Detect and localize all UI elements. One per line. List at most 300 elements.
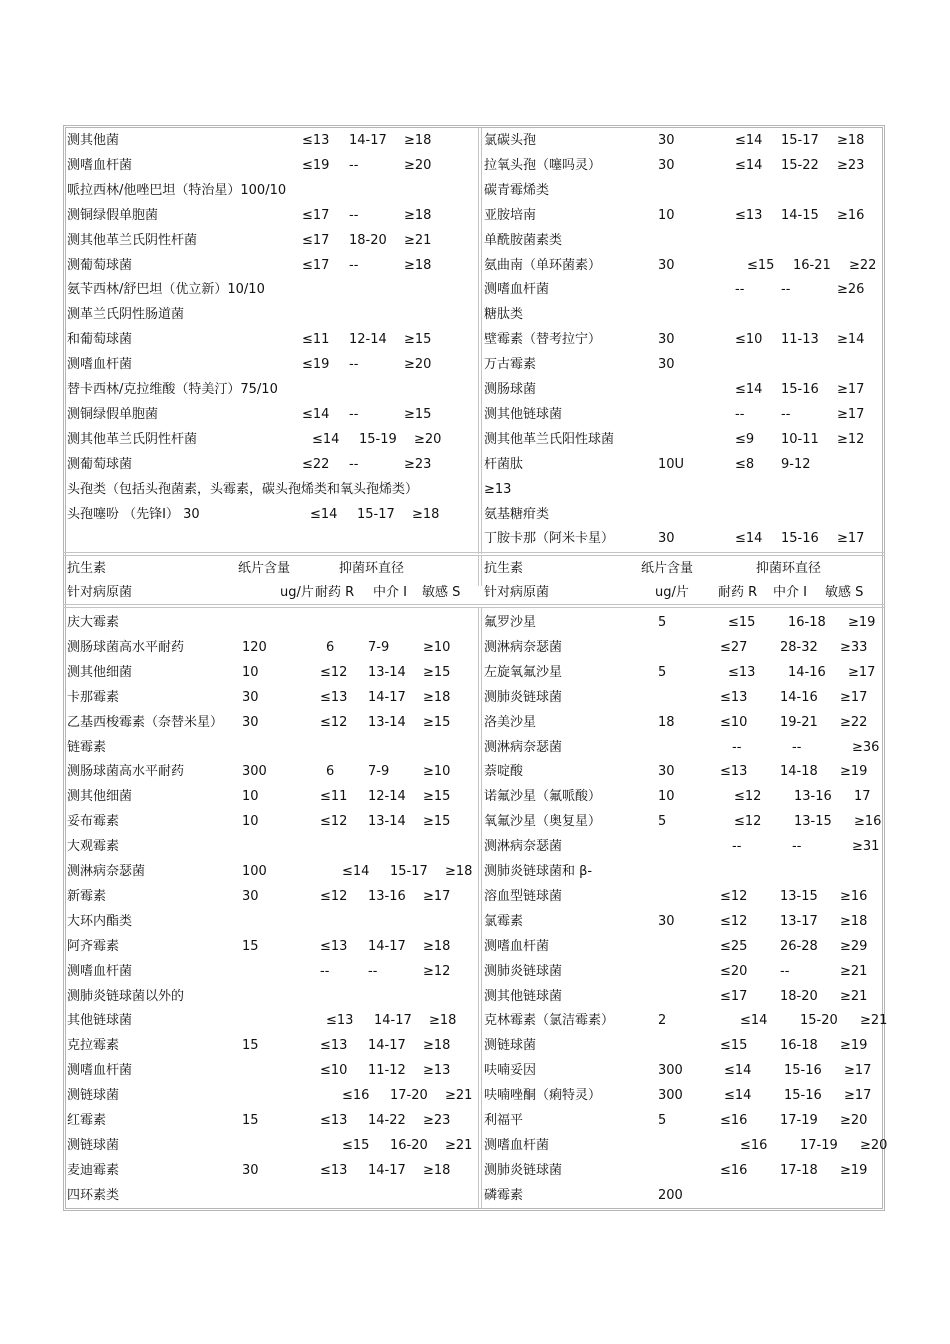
zone-value: ≤25 [720, 938, 748, 954]
disk-content: 10 [658, 789, 675, 805]
zone-value: 15-17 [781, 133, 819, 148]
zone-value: -- [349, 456, 359, 472]
zone-value: ≥31 [852, 839, 880, 855]
header-pathogen: 针对病原菌 [67, 585, 133, 600]
zone-value: -- [368, 963, 378, 979]
drug-name: 测肠球菌高水平耐药 [67, 764, 185, 780]
zone-value: ≥18 [837, 133, 865, 148]
zone-value: ≥13 [423, 1063, 451, 1079]
zone-value: 10-11 [781, 431, 819, 447]
zone-value: ≤10 [735, 332, 763, 348]
drug-name: 测铜绿假单胞菌 [67, 406, 159, 422]
zone-value: ≤11 [302, 332, 330, 348]
drug-name: 测其他菌 [67, 133, 120, 148]
disk-content: 15 [242, 1038, 259, 1054]
disk-content: 18 [658, 714, 675, 730]
disk-content: 5 [658, 1113, 667, 1128]
zone-value: 13-14 [368, 664, 406, 680]
zone-value: -- [732, 839, 742, 855]
zone-value: 14-17 [349, 133, 387, 148]
disk-content: 5 [658, 814, 667, 830]
zone-value: ≤19 [302, 357, 330, 373]
zone-value: ≥10 [423, 639, 451, 655]
header-intermediate: 中介 I [373, 585, 407, 600]
zone-value: 19-21 [780, 714, 818, 730]
disk-content: 15 [242, 1113, 259, 1128]
drug-name: 萘啶酸 [484, 764, 524, 780]
column-divider-bottom [478, 608, 482, 1208]
zone-value: 14-16 [780, 689, 818, 705]
zone-value: ≥18 [423, 1162, 451, 1178]
zone-value: -- [792, 739, 802, 755]
zone-value: ≥18 [423, 938, 451, 954]
zone-value: ≤14 [735, 157, 763, 173]
zone-value: 13-14 [368, 814, 406, 830]
zone-value: ≥15 [423, 664, 451, 680]
drug-name: 氧氟沙星（奥复星） [484, 814, 602, 830]
zone-value: ≥17 [837, 382, 865, 397]
zone-value: ≤27 [720, 639, 748, 655]
zone-value: ≤16 [720, 1113, 748, 1128]
zone-value: ≥18 [429, 1013, 457, 1029]
column-divider-top [478, 128, 482, 554]
drug-name: 新霉素 [67, 888, 107, 904]
zone-value: ≤13 [320, 689, 348, 705]
header-antibiotic: 抗生素 [484, 561, 524, 576]
zone-value: ≥17 [844, 1063, 872, 1079]
zone-value: 13-17 [780, 913, 818, 929]
drug-name: 呋喃唑酮（痢特灵） [484, 1088, 602, 1104]
zone-value: 18-20 [349, 232, 387, 248]
zone-value: ≥18 [412, 506, 440, 522]
zone-value: ≤15 [728, 615, 756, 630]
zone-value: ≥22 [840, 714, 868, 730]
disk-content: 10 [242, 664, 259, 680]
zone-value: ≤13 [320, 938, 348, 954]
zone-value: ≤22 [302, 456, 330, 472]
zone-value: ≥20 [840, 1113, 868, 1128]
disk-content: 30 [658, 913, 675, 929]
disk-content: 100 [242, 864, 267, 879]
zone-value: ≥19 [848, 615, 876, 630]
zone-value: ≥26 [837, 282, 865, 298]
zone-value: ≥15 [404, 332, 432, 348]
zone-value: ≥29 [840, 938, 868, 954]
disk-content: 30 [242, 888, 259, 904]
zone-value: -- [349, 157, 359, 173]
zone-value: ≤14 [342, 864, 370, 879]
zone-value: 13-16 [368, 888, 406, 904]
zone-value: 15-16 [784, 1088, 822, 1104]
disk-content: 30 [658, 257, 675, 273]
zone-value: ≤12 [320, 888, 348, 904]
disk-content: 30 [658, 357, 675, 373]
zone-value: ≥18 [404, 133, 432, 148]
drug-name: 拉氧头孢（噻吗灵） [484, 157, 602, 173]
drug-name: 测其他革兰氏阴性杆菌 [67, 232, 198, 248]
zone-value: 15-19 [359, 431, 397, 447]
zone-value: 13-15 [794, 814, 832, 830]
drug-name: 测其他链球菌 [484, 406, 563, 422]
drug-name: 测肺炎链球菌以外的 [67, 988, 185, 1004]
zone-value: 13-16 [794, 789, 832, 805]
drug-name: 测淋病奈瑟菌 [67, 864, 146, 879]
zone-value: ≤12 [734, 789, 762, 805]
zone-value: ≥15 [423, 714, 451, 730]
zone-value: ≥18 [423, 1038, 451, 1054]
disk-content: 10 [242, 814, 259, 830]
header-susceptible: 敏感 S [825, 585, 864, 600]
zone-value: 11-13 [781, 332, 819, 348]
zone-value: ≤15 [747, 257, 775, 273]
zone-value: ≤12 [720, 888, 748, 904]
zone-value: ≤17 [302, 232, 330, 248]
drug-name: 测嗜血杆菌 [484, 938, 550, 954]
zone-value: ≥15 [423, 814, 451, 830]
drug-name: 碳青霉烯类 [484, 182, 550, 198]
zone-value: 17 [854, 789, 871, 805]
zone-value: ≥16 [837, 207, 865, 223]
zone-value: 16-21 [793, 257, 831, 273]
drug-name: 测其他链球菌 [484, 988, 563, 1004]
zone-value: 16-18 [780, 1038, 818, 1054]
zone-value: ≥16 [854, 814, 882, 830]
disk-content: 2 [658, 1013, 667, 1029]
drug-name: 庆大霉素 [67, 615, 120, 630]
zone-value: ≤10 [320, 1063, 348, 1079]
zone-value: 15-17 [390, 864, 428, 879]
drug-name: 大观霉素 [67, 839, 120, 855]
zone-value: ≥21 [860, 1013, 888, 1029]
disk-content: 30 [242, 714, 259, 730]
zone-value: 14-17 [368, 1038, 406, 1054]
zone-value: ≤16 [342, 1088, 370, 1104]
disk-content: 300 [658, 1088, 683, 1104]
zone-value: ≥18 [840, 913, 868, 929]
zone-value: -- [735, 282, 745, 298]
zone-value: ≤13 [728, 664, 756, 680]
zone-value: 14-17 [368, 938, 406, 954]
drug-name: 测铜绿假单胞菌 [67, 207, 159, 223]
disk-content: 10U [658, 456, 685, 472]
zone-value: ≤13 [720, 689, 748, 705]
disk-content: 15 [242, 938, 259, 954]
section-divider [63, 552, 885, 556]
header-intermediate: 中介 I [773, 585, 807, 600]
zone-value: ≤15 [342, 1137, 370, 1153]
disk-content: 300 [242, 764, 267, 780]
zone-value: 17-18 [780, 1162, 818, 1178]
zone-value: ≤13 [326, 1013, 354, 1029]
zone-value: -- [732, 739, 742, 755]
drug-name: 测肠球菌 [484, 382, 537, 397]
zone-value: -- [781, 282, 791, 298]
zone-value: 18-20 [780, 988, 818, 1004]
drug-name: 测肺炎链球菌和 β- [484, 864, 593, 879]
drug-name: 测链球菌 [484, 1038, 537, 1054]
zone-value: -- [780, 963, 790, 979]
drug-name: 壁霉素（替考拉宁） [484, 332, 602, 348]
zone-value: ≥19 [840, 1162, 868, 1178]
drug-name: 测肠球菌高水平耐药 [67, 639, 185, 655]
zone-value: 16-20 [390, 1137, 428, 1153]
header-resistant: 耐药 R [718, 585, 758, 600]
zone-value: 14-15 [781, 207, 819, 223]
disk-content: 120 [242, 639, 267, 655]
zone-value: ≤14 [724, 1088, 752, 1104]
disk-content: 30 [658, 764, 675, 780]
drug-name: 测嗜血杆菌 [67, 357, 133, 373]
zone-value: ≥12 [423, 963, 451, 979]
drug-name: 氯霉素 [484, 913, 524, 929]
drug-name: 丁胺卡那（阿米卡星） [484, 531, 615, 547]
zone-value: -- [349, 357, 359, 373]
zone-value: 11-12 [368, 1063, 406, 1079]
zone-value: ≤17 [302, 207, 330, 223]
zone-value: 6 [326, 764, 335, 780]
drug-name: 哌拉西林/他唑巴坦（特治星）100/10 [67, 182, 287, 198]
zone-value: ≥17 [844, 1088, 872, 1104]
zone-value: 15-17 [357, 506, 395, 522]
zone-value: ≥23 [837, 157, 865, 173]
zone-value: ≤13 [302, 133, 330, 148]
disk-content: 30 [658, 332, 675, 348]
disk-content: 30 [242, 689, 259, 705]
zone-value: ≥36 [852, 739, 880, 755]
zone-value: 12-14 [349, 332, 387, 348]
drug-name: 头孢噻吩 （先锋Ⅰ） 30 [67, 506, 200, 522]
header-antibiotic: 抗生素 [67, 561, 107, 576]
disk-content: 30 [242, 1162, 259, 1178]
zone-value: ≥17 [837, 406, 865, 422]
header-disk-content: 纸片含量 [238, 561, 291, 576]
zone-value: ≤12 [734, 814, 762, 830]
drug-name: 头孢类（包括头孢菌素，头霉素，碳头孢烯类和氧头孢烯类） [67, 481, 419, 497]
zone-value: ≤13 [735, 207, 763, 223]
drug-name: 氯碳头孢 [484, 133, 537, 148]
drug-name: 妥布霉素 [67, 814, 120, 830]
zone-value: ≥21 [445, 1088, 473, 1104]
zone-value: ≤20 [720, 963, 748, 979]
zone-value: ≤17 [720, 988, 748, 1004]
zone-value: 15-20 [800, 1013, 838, 1029]
drug-name: 红霉素 [67, 1113, 107, 1128]
drug-name: 测其他革兰氏阴性杆菌 [67, 431, 198, 447]
zone-value: 17-20 [390, 1088, 428, 1104]
zone-value: ≤12 [320, 814, 348, 830]
zone-value: ≤14 [735, 531, 763, 547]
zone-value: ≥18 [404, 257, 432, 273]
zone-value: ≤14 [740, 1013, 768, 1029]
drug-name: 亚胺培南 [484, 207, 537, 223]
drug-name: 测嗜血杆菌 [484, 282, 550, 298]
header-unit: ug/片 [280, 585, 314, 600]
zone-value: ≥21 [840, 963, 868, 979]
disk-content: 10 [242, 789, 259, 805]
zone-value: ≤10 [720, 714, 748, 730]
zone-value: 6 [326, 639, 335, 655]
zone-value: 17-19 [780, 1113, 818, 1128]
zone-value: 15-16 [781, 382, 819, 397]
zone-value: 15-22 [781, 157, 819, 173]
zone-value: ≤14 [724, 1063, 752, 1079]
header-disk-content: 纸片含量 [641, 561, 694, 576]
zone-value: 14-17 [368, 689, 406, 705]
zone-value: ≥20 [404, 157, 432, 173]
zone-value: ≥18 [445, 864, 473, 879]
zone-value: ≥17 [837, 531, 865, 547]
drug-name: 利福平 [484, 1113, 524, 1128]
drug-name: ≥13 [484, 481, 512, 497]
drug-name: 测肺炎链球菌 [484, 1162, 563, 1178]
drug-name: 氨曲南（单环菌素） [484, 257, 602, 273]
zone-value: ≤12 [720, 913, 748, 929]
zone-value: ≥21 [840, 988, 868, 1004]
drug-name: 测其他细菌 [67, 664, 133, 680]
header-zone-diameter: 抑菌环直径 [339, 561, 405, 576]
drug-name: 单酰胺菌素类 [484, 232, 563, 248]
zone-value: -- [349, 406, 359, 422]
zone-value: 15-16 [784, 1063, 822, 1079]
zone-value: ≤12 [320, 664, 348, 680]
zone-value: 15-16 [781, 531, 819, 547]
disk-content: 10 [658, 207, 675, 223]
zone-value: 7-9 [368, 764, 390, 780]
zone-value: ≥17 [840, 689, 868, 705]
drug-name: 氟罗沙星 [484, 615, 537, 630]
drug-name: 测肺炎链球菌 [484, 963, 563, 979]
zone-value: ≥23 [423, 1113, 451, 1128]
zone-value: 14-17 [374, 1013, 412, 1029]
zone-value: ≤13 [720, 764, 748, 780]
zone-value: ≤12 [320, 714, 348, 730]
drug-name: 替卡西林/克拉维酸（特美汀）75/10 [67, 382, 278, 397]
zone-value: ≤14 [735, 133, 763, 148]
header-susceptible: 敏感 S [422, 585, 461, 600]
zone-value: 17-19 [800, 1137, 838, 1153]
drug-name: 左旋氧氟沙星 [484, 664, 563, 680]
zone-value: -- [349, 207, 359, 223]
zone-value: ≥12 [837, 431, 865, 447]
drug-name: 诺氟沙星（氟哌酸） [484, 789, 602, 805]
zone-value: ≥33 [840, 639, 868, 655]
zone-value: ≥15 [404, 406, 432, 422]
zone-value: ≥19 [840, 1038, 868, 1054]
disk-content: 5 [658, 615, 667, 630]
zone-value: ≥10 [423, 764, 451, 780]
drug-name: 四环素类 [67, 1187, 120, 1203]
drug-name: 测嗜血杆菌 [484, 1137, 550, 1153]
drug-name: 测其他革兰氏阳性球菌 [484, 431, 615, 447]
column-divider-header [478, 556, 482, 586]
zone-value: 12-14 [368, 789, 406, 805]
zone-value: ≥20 [860, 1137, 888, 1153]
drug-name: 洛美沙星 [484, 714, 537, 730]
zone-value: ≥23 [404, 456, 432, 472]
zone-value: 14-22 [368, 1113, 406, 1128]
header-divider [63, 604, 885, 608]
zone-value: -- [781, 406, 791, 422]
zone-value: ≤16 [740, 1137, 768, 1153]
drug-name: 呋喃妥因 [484, 1063, 537, 1079]
zone-value: ≥16 [840, 888, 868, 904]
drug-name: 乙基西梭霉素（奈替米星） [67, 714, 224, 730]
zone-value: ≤16 [720, 1162, 748, 1178]
drug-name: 测葡萄球菌 [67, 456, 133, 472]
drug-name: 氨苄西林/舒巴坦（优立新）10/10 [67, 282, 265, 298]
disk-content: 5 [658, 664, 667, 680]
disk-content: 300 [658, 1063, 683, 1079]
disk-content: 30 [658, 133, 675, 148]
drug-name: 氨基糖疳类 [484, 506, 550, 522]
drug-name: 链霉素 [67, 739, 107, 755]
drug-name: 测嗜血杆菌 [67, 1063, 133, 1079]
zone-value: ≥15 [423, 789, 451, 805]
drug-name: 测革兰氏阴性肠道菌 [67, 307, 185, 323]
zone-value: 13-14 [368, 714, 406, 730]
drug-name: 测链球菌 [67, 1137, 120, 1153]
zone-value: ≥19 [840, 764, 868, 780]
zone-value: ≤17 [302, 257, 330, 273]
zone-value: ≤13 [320, 1113, 348, 1128]
drug-name: 测淋病奈瑟菌 [484, 639, 563, 655]
header-pathogen: 针对病原菌 [484, 585, 550, 600]
zone-value: ≤11 [320, 789, 348, 805]
zone-value: ≥20 [404, 357, 432, 373]
drug-name: 测链球菌 [67, 1088, 120, 1104]
zone-value: 7-9 [368, 639, 390, 655]
drug-name: 测淋病奈瑟菌 [484, 739, 563, 755]
zone-value: ≤19 [302, 157, 330, 173]
header-resistant: 耐药 R [315, 585, 355, 600]
zone-value: 26-28 [780, 938, 818, 954]
zone-value: 16-18 [788, 615, 826, 630]
drug-name: 其他链球菌 [67, 1013, 133, 1029]
drug-name: 测嗜血杆菌 [67, 963, 133, 979]
zone-value: ≥22 [849, 257, 877, 273]
zone-value: -- [320, 963, 330, 979]
drug-name: 测嗜血杆菌 [67, 157, 133, 173]
zone-value: ≥21 [404, 232, 432, 248]
drug-name: 克拉霉素 [67, 1038, 120, 1054]
zone-value: ≤14 [310, 506, 338, 522]
zone-value: 14-16 [788, 664, 826, 680]
zone-value: 13-15 [780, 888, 818, 904]
drug-name: 麦迪霉素 [67, 1162, 120, 1178]
zone-value: ≥21 [445, 1137, 473, 1153]
zone-value: ≥17 [423, 888, 451, 904]
zone-value: -- [349, 257, 359, 273]
drug-name: 测淋病奈瑟菌 [484, 839, 563, 855]
zone-value: -- [792, 839, 802, 855]
drug-name: 卡那霉素 [67, 689, 120, 705]
zone-value: ≥18 [423, 689, 451, 705]
zone-value: ≤14 [735, 382, 763, 397]
drug-name: 磷霉素 [484, 1187, 524, 1203]
zone-value: ≤9 [735, 431, 755, 447]
zone-value: ≥18 [404, 207, 432, 223]
zone-value: 9-12 [781, 456, 811, 472]
drug-name: 和葡萄球菌 [67, 332, 133, 348]
header-zone-diameter: 抑菌环直径 [756, 561, 822, 576]
disk-content: 30 [658, 531, 675, 547]
zone-value: ≤13 [320, 1162, 348, 1178]
drug-name: 测其他细菌 [67, 789, 133, 805]
disk-content: 30 [658, 157, 675, 173]
drug-name: 测肺炎链球菌 [484, 689, 563, 705]
drug-name: 大环内酯类 [67, 913, 133, 929]
disk-content: 200 [658, 1187, 683, 1203]
